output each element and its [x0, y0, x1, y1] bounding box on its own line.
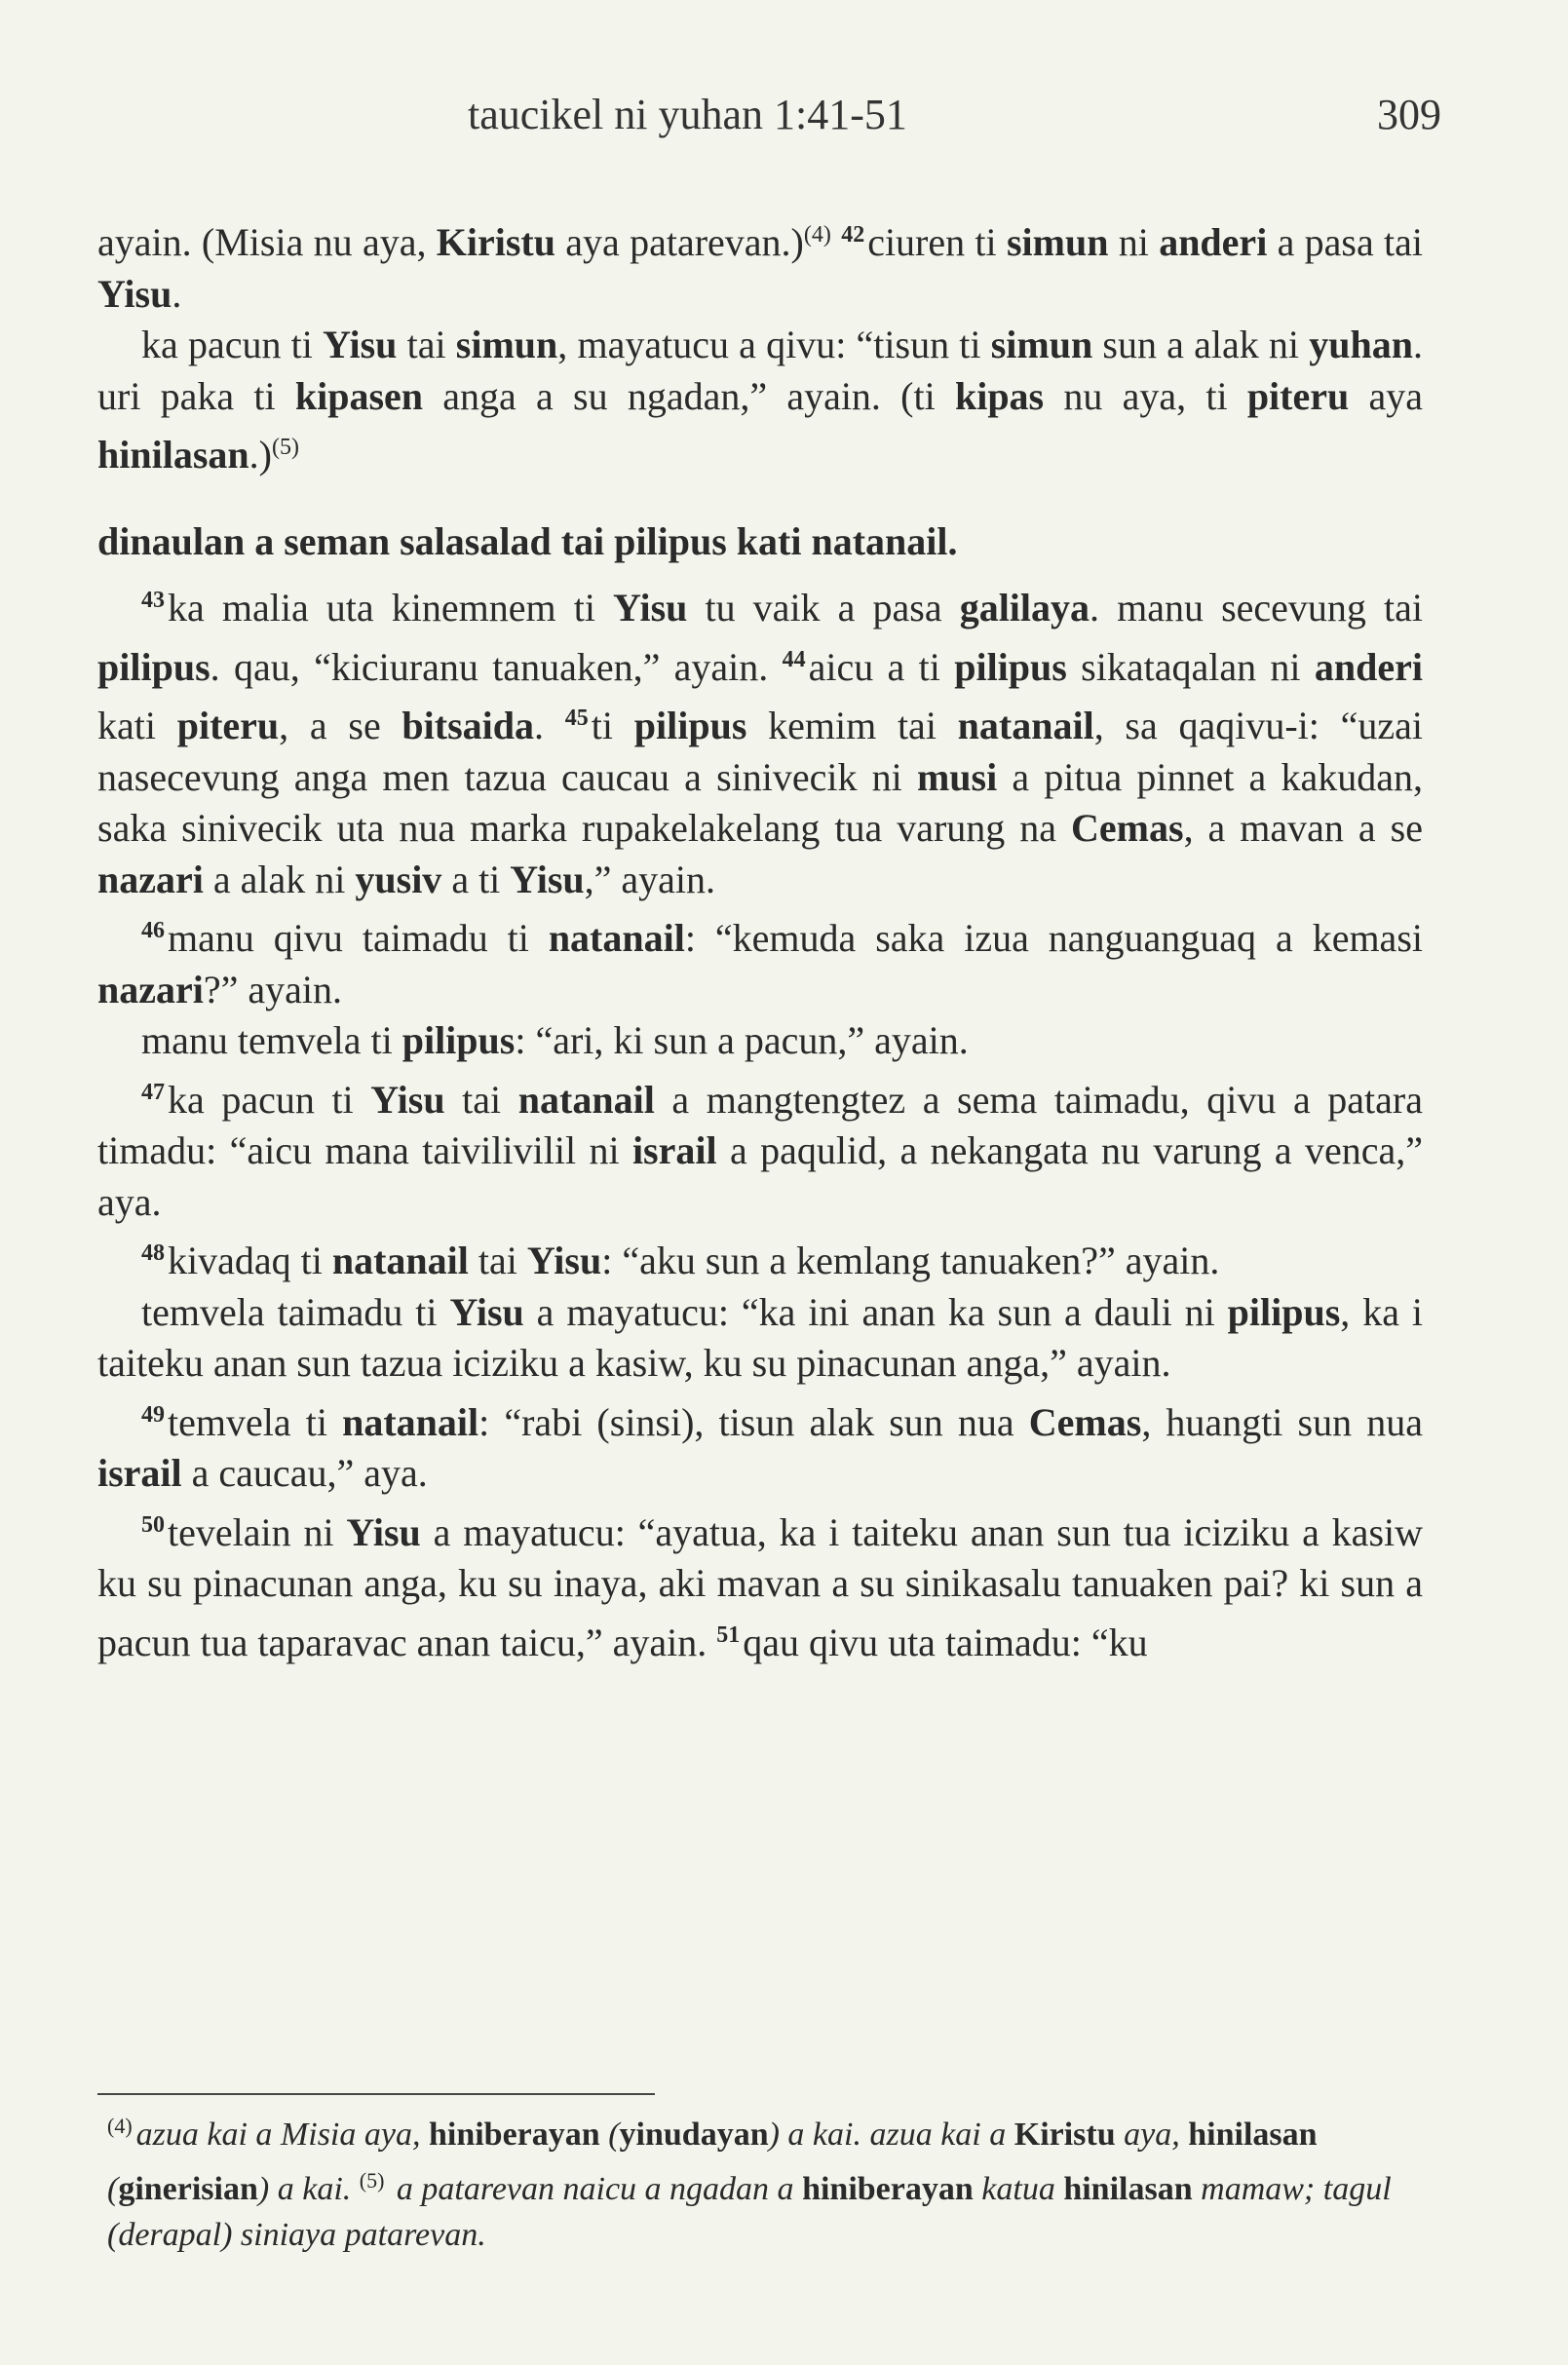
paragraph-1 [97, 210, 1423, 320]
bold-term: kipas [954, 373, 1045, 418]
bold-term: natanail [548, 916, 685, 960]
text: a pasa tai [1267, 220, 1424, 264]
bold-term: simun [1006, 220, 1109, 264]
text: mamaw; tagul (derapal) siniaya patarevan. [107, 2171, 1392, 2253]
text: aya [1349, 373, 1423, 418]
bold-term: piteru [176, 704, 280, 747]
bold-term: nazari [97, 857, 204, 901]
text: aya patarevan.) [555, 220, 804, 264]
bold-term: Yisu [613, 586, 688, 629]
text: , mayatucu a qivu: “tisun ti [557, 323, 991, 366]
text: a mayatucu: “ka ini anan ka sun a dauli ni [523, 1289, 1228, 1334]
paragraph-4 [97, 905, 1423, 1015]
bold-term: anderi [1314, 644, 1423, 689]
text: ,” ayain. [584, 857, 715, 901]
text: temvela ti [168, 1399, 343, 1444]
verse-number-50: 50 [141, 1511, 165, 1538]
text: .) [249, 433, 272, 477]
bold-term: galilaya [959, 586, 1090, 629]
bold-term: nazari [97, 967, 204, 1011]
verse-number-43: 43 [141, 588, 165, 613]
footnote-divider [97, 2093, 655, 2095]
bold-term: Kiristu [436, 220, 555, 264]
bold-term: simun [455, 323, 558, 366]
bold-term: natanail [517, 1077, 655, 1122]
text: a paqulid, a nekangata nu varung a venca,” aya. [97, 1128, 1424, 1224]
text: nu aya, ti [1044, 373, 1247, 418]
running-title: taucikel ni yuhan 1:41-51 [468, 91, 907, 138]
text: ayain. (Misia nu aya, [97, 220, 437, 264]
text: tai [397, 323, 456, 366]
text: a alak ni [203, 857, 356, 901]
text: manu temvela ti [141, 1018, 402, 1062]
bold-term: yusiv [355, 857, 442, 901]
text: a mayatucu: “ayatua, ka i taiteku anan sun tua iciziku a kasiw ku su pinacunan anga, ku su inaya, aki mavan a su sinikasalu tanuaken pai? ki sun a pacun tua taparavac anan taicu,” ayain. [97, 1509, 1424, 1664]
text: : “kemuda saka izua nanguanguaq a kemasi [684, 916, 1423, 960]
paragraph-10 [97, 1500, 1423, 1669]
verse-number-44: 44 [782, 646, 806, 672]
verse-number-51: 51 [716, 1621, 741, 1648]
text: a mangtengtez a sema taimadu, qivu a patara timadu: “aicu mana taivilivilil ni [97, 1077, 1423, 1172]
text: a ti [441, 857, 511, 901]
verse-number-49: 49 [141, 1401, 165, 1428]
text: ti [591, 704, 634, 747]
text: , ka i taiteku anan sun tazua iciziku a kasiw, ku su pinacunan anga,” ayain. [97, 1289, 1423, 1385]
text: tai [468, 1239, 527, 1282]
text: aya, [1115, 2117, 1189, 2153]
text: : “ari, ki sun a pacun,” ayain. [515, 1018, 969, 1062]
page-number: 309 [1377, 91, 1441, 138]
text: . uri paka ti [97, 323, 1423, 418]
section-heading: dinaulan a seman salasalad tai pilipus kati natanail. [97, 518, 958, 563]
bold-term: natanail [957, 704, 1094, 747]
bold-term: Yisu [323, 323, 398, 366]
bold-term: israil [97, 1451, 182, 1495]
page-body [97, 210, 1423, 1668]
bold-term: pilipus [97, 644, 210, 689]
bold-term: Yisu [370, 1077, 445, 1122]
bold-term: hinilasan [1063, 2171, 1193, 2207]
bold-term: hiniberayan [802, 2171, 974, 2207]
bold-term: israil [631, 1128, 717, 1172]
footnote-mark-4: (4) [107, 2114, 133, 2138]
bold-term: Kiristu [1013, 2117, 1116, 2153]
paragraph-2 [97, 320, 1423, 481]
text: : “rabi (sinsi), tisun alak sun nua [478, 1399, 1029, 1444]
footnote-ref-4: (4) [803, 222, 831, 248]
text: ?” ayain. [203, 967, 343, 1011]
bold-term: pilipus [633, 704, 747, 747]
footnote-text [107, 2103, 1423, 2258]
text: ciuren ti [867, 220, 1007, 264]
bold-term: ginerisian [118, 2171, 258, 2207]
footnote-ref-5: (5) [271, 435, 299, 460]
bold-term: pilipus [402, 1018, 516, 1062]
bold-term: yinudayan [619, 2117, 769, 2153]
verse-number-42: 42 [841, 222, 865, 248]
page-header [97, 90, 1441, 148]
bold-term: Yisu [526, 1239, 602, 1282]
paragraph-8 [97, 1287, 1423, 1390]
bold-term: anderi [1159, 220, 1268, 264]
bold-term: hinilasan [97, 433, 249, 477]
text: a caucau,” aya. [181, 1451, 428, 1495]
text: anga a su ngadan,” ayain. (ti [423, 373, 955, 418]
text: ( [599, 2117, 620, 2153]
bold-term: simun [990, 323, 1093, 366]
verse-number-46: 46 [141, 918, 165, 943]
bold-term: Yisu [97, 271, 172, 316]
text: tu vaik a pasa [687, 586, 960, 629]
text: tai [444, 1077, 518, 1122]
paragraph-9 [97, 1390, 1423, 1500]
bold-term: pilipus [954, 644, 1067, 689]
paragraph-7 [97, 1228, 1423, 1287]
text: manu qivu taimadu ti [168, 916, 549, 960]
bold-term: natanail [342, 1399, 479, 1444]
text: , a mavan a se [1183, 806, 1423, 850]
footnote-mark-5: (5) [359, 2168, 385, 2193]
paragraph-6 [97, 1067, 1423, 1229]
text: tevelain ni [168, 1509, 347, 1554]
bold-term: Yisu [449, 1289, 524, 1334]
bold-term: hiniberayan [428, 2117, 600, 2153]
bold-term: hinilasan [1188, 2117, 1318, 2153]
bold-term: musi [916, 754, 998, 799]
text: ) a kai. [257, 2171, 360, 2207]
verse-number-48: 48 [141, 1240, 165, 1266]
text: ka pacun ti [141, 323, 324, 366]
bold-term: Cemas [1071, 806, 1184, 850]
text: ( [107, 2171, 119, 2207]
bold-term: piteru [1246, 373, 1350, 418]
text: , sa qaqivu-i: “uzai nasecevung anga men tazua caucau a sinivecik ni [97, 704, 1424, 799]
verse-number-47: 47 [141, 1079, 165, 1105]
text: katua [973, 2171, 1064, 2207]
footnotes [107, 2103, 1423, 2258]
text: ka malia uta kinemnem ti [168, 586, 614, 629]
bold-term: Yisu [346, 1509, 421, 1554]
text: temvela taimadu ti [141, 1289, 450, 1334]
text: qau qivu uta taimadu: “ku [743, 1620, 1148, 1664]
text: kivadaq ti [168, 1239, 332, 1282]
text: , a se [279, 704, 402, 747]
text: sikataqalan ni [1066, 644, 1315, 689]
text: ) a kai. azua kai a [768, 2117, 1014, 2153]
paragraph-5 [97, 1015, 1423, 1067]
text: a pitua pinnet a kakudan, saka sinivecik uta nua marka rupakelakelang tua varung na [97, 754, 1423, 850]
bold-term: natanail [331, 1239, 469, 1282]
text: kati [97, 704, 177, 747]
text: . manu secevung tai [1090, 586, 1424, 629]
text: azua kai a Misia aya, [135, 2117, 429, 2153]
bold-term: bitsaida [402, 704, 535, 747]
bold-term: pilipus [1227, 1289, 1341, 1334]
text: : “aku sun a kemlang tanuaken?” ayain. [601, 1239, 1220, 1282]
bold-term: Cemas [1028, 1399, 1142, 1444]
text: a patarevan naicu a ngadan a [388, 2171, 803, 2207]
text: ni [1108, 220, 1160, 264]
bold-term: Yisu [510, 857, 585, 901]
text: sun a alak ni [1092, 323, 1310, 366]
text: . [534, 704, 565, 747]
text: . qau, “kiciuranu tanuaken,” ayain. [210, 644, 783, 689]
text: kemim tai [746, 704, 958, 747]
paragraph-3 [97, 575, 1423, 905]
bold-term: kipasen [294, 373, 424, 418]
text: aicu a ti [808, 644, 955, 689]
verse-number-45: 45 [564, 706, 589, 731]
text: . [172, 271, 182, 316]
text: , huangti sun nua [1141, 1399, 1423, 1444]
bold-term: yuhan [1309, 323, 1413, 366]
text: ka pacun ti [168, 1077, 371, 1122]
